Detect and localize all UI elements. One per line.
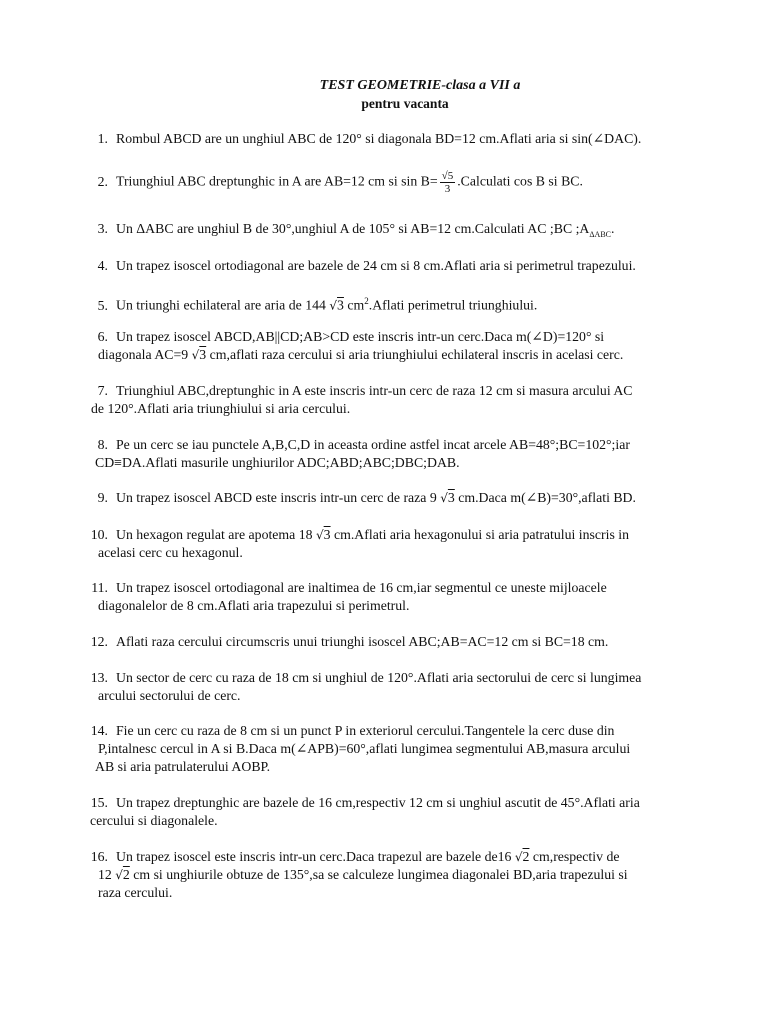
problem-text: Un ΔABC are unghiul B de 30°,unghiul A de 105° si AB=12 cm.Calculati AC ;BC ;A	[116, 221, 590, 236]
fraction-denominator: 3	[444, 183, 451, 195]
problem-text: Rombul ABCD are un unghiul ABC de 120° si diagonala BD=12 cm.Aflati aria si sin(∠DAC).	[116, 131, 642, 146]
sqrt-sign: √	[329, 298, 338, 313]
problem-text-line3: raza cercului.	[98, 885, 173, 900]
problem-number: 6.	[97, 329, 108, 344]
problem-text: Triunghiul ABC dreptunghic in A are AB=12 cm si sin B=	[116, 173, 438, 189]
problem-text-cont: .Calculati cos B si BC.	[457, 173, 583, 189]
area-subscript: ΔABC	[589, 229, 611, 239]
problem-text-line2: cercului si diagonalele.	[90, 813, 218, 828]
problem-text: Aflati raza cercului circumscris unui triunghi isoscel ABC;AB=AC=12 cm si BC=18 cm.	[116, 634, 609, 649]
problem-text-cont: cm,respectiv de	[529, 849, 620, 864]
sqrt-sign: √	[514, 850, 523, 864]
problem-text: Un trapez isoscel ABCD este inscris intr-un cerc de raza 9	[116, 490, 441, 505]
problem-11	[80, 579, 710, 615]
problem-number: 3.	[97, 221, 108, 236]
problem-16	[80, 848, 710, 902]
radicand: 3	[447, 490, 455, 505]
problem-3	[80, 220, 710, 244]
sqrt-sign: √	[440, 491, 448, 505]
problem-number: 16.	[90, 849, 108, 864]
problem-6	[80, 328, 710, 364]
problem-number: 11.	[91, 580, 108, 595]
line2-start: diagonala AC=9	[98, 347, 192, 362]
fraction	[440, 170, 456, 195]
problem-4	[80, 257, 710, 275]
radicand: 3	[337, 297, 344, 313]
problem-number: 9.	[97, 490, 108, 505]
page-subtitle: pentru vacanta	[361, 96, 449, 111]
line2-start: 12	[98, 867, 116, 882]
problem-number: 15.	[90, 795, 108, 810]
problem-1	[80, 130, 710, 148]
problem-text-line2: de 120°.Aflati aria triunghiului si aria cercului.	[91, 401, 351, 416]
problem-text: Un trapez isoscel este inscris intr-un cerc.Daca trapezul are bazele de16	[116, 849, 515, 864]
problem-text-line2: P,intalnesc cercul in A si B.Daca m(∠APB)=60°,aflati lungimea segmentului AB,masura arcului	[98, 741, 631, 756]
problem-text-line2	[80, 346, 710, 364]
problem-text-end: cm.Daca m(∠B)=30°,aflati BD.	[454, 490, 636, 505]
problem-text: Un triunghi echilateral are aria de 144	[116, 297, 330, 313]
radicand: 3	[199, 347, 207, 362]
problem-number: 7.	[97, 383, 108, 398]
problem-9	[80, 489, 710, 507]
problem-10	[80, 526, 710, 562]
problem-number: 14.	[90, 723, 108, 738]
problem-number: 12.	[90, 634, 108, 649]
problem-5	[80, 292, 710, 315]
problem-text: Un trapez isoscel ABCD,AB||CD;AB>CD este inscris intr-un cerc.Daca m(∠D)=120° si	[116, 329, 605, 344]
problem-number: 8.	[97, 437, 108, 452]
problem-text-end: .	[611, 221, 615, 236]
problem-text: Triunghiul ABC,dreptunghic in A este inscris intr-un cerc de raza 12 cm si masura arcului AC	[116, 383, 633, 398]
problem-text: Fie un cerc cu raza de 8 cm si un punct P in exteriorul cercului.Tangentele la cerc duse din	[116, 723, 615, 738]
problem-text: Pe un cerc se iau punctele A,B,C,D in aceasta ordine astfel incat arcele AB=48°;BC=102°;iar	[116, 437, 630, 452]
problem-text-line2: acelasi cerc cu hexagonul.	[98, 545, 243, 560]
problem-number: 5.	[97, 297, 108, 313]
problem-15	[80, 794, 710, 830]
problem-text: Un hexagon regulat are apotema 18	[116, 527, 316, 542]
problem-text: Un trapez isoscel ortodiagonal are bazele de 24 cm si 8 cm.Aflati aria si perimetrul trapezului.	[116, 258, 636, 273]
problem-text: Un sector de cerc cu raza de 18 cm si unghiul de 120°.Aflati aria sectorului de cerc si lungimea	[116, 670, 642, 685]
problem-text-line2	[80, 866, 710, 884]
superscript: 2	[364, 296, 369, 306]
problem-number: 2.	[97, 173, 108, 189]
problem-number: 4.	[97, 258, 108, 273]
problem-7	[80, 382, 710, 418]
problem-12	[80, 633, 710, 651]
problem-text-line2: arcului sectorului de cerc.	[98, 688, 241, 703]
problem-8	[80, 436, 710, 472]
problem-text-line2: diagonalelor de 8 cm.Aflati aria trapezului si perimetrul.	[98, 598, 410, 613]
problem-text-line2: CD≡DA.Aflati masurile unghiurilor ADC;ABD;ABC;DBC;DAB.	[95, 455, 460, 470]
radicand: 3	[323, 527, 331, 542]
problem-text-cont: cm.Aflati aria hexagonului si aria patratului inscris in	[330, 527, 630, 542]
sqrt-sign: √	[115, 868, 123, 882]
line2-end: cm si unghiurile obtuze de 135°,sa se calculeze lungimea diagonalei BD,aria trapezului si	[129, 867, 628, 882]
problem-text-line3: AB si aria patrulaterului AOBP.	[95, 759, 271, 774]
problem-number: 10.	[90, 527, 108, 542]
problem-number: 13.	[90, 670, 108, 685]
sqrt-sign: √	[315, 528, 324, 542]
sqrt-sign: √	[191, 348, 200, 362]
problem-text-cont: cm	[343, 297, 365, 313]
problem-number: 1.	[97, 131, 108, 146]
problem-13	[80, 669, 710, 705]
line2-end: cm,aflati raza cercului si aria triunghiului echilateral inscris in acelasi cerc.	[206, 347, 624, 362]
problem-14	[80, 722, 710, 776]
page-title: TEST GEOMETRIE-clasa a VII a	[319, 78, 521, 93]
problem-2	[80, 170, 710, 195]
problem-text-end: .Aflati perimetrul triunghiului.	[368, 297, 538, 313]
problem-text: Un trapez dreptunghic are bazele de 16 cm,respectiv 12 cm si unghiul ascutit de 45°.Aflati aria	[116, 795, 640, 810]
radicand: 2	[522, 849, 530, 864]
problem-text: Un trapez isoscel ortodiagonal are inaltimea de 16 cm,iar segmentul ce uneste mijloacele	[116, 580, 607, 595]
radicand: 2	[122, 867, 130, 882]
fraction-numerator: √5	[441, 170, 454, 182]
